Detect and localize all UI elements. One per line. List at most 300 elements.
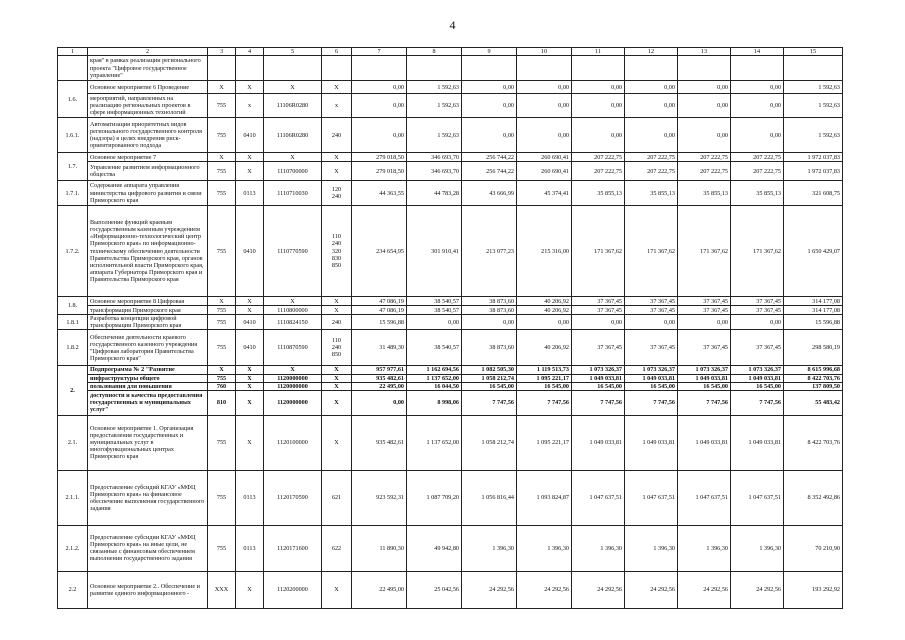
amount-cell: 8 422 703,76 xyxy=(784,374,843,382)
table-row xyxy=(58,153,843,162)
code-cell: 1110870590 xyxy=(264,330,322,366)
item-number: 1.8.1 xyxy=(58,315,88,330)
amount-cell: 1 396,30 xyxy=(572,525,625,571)
amount-cell: 346 693,70 xyxy=(407,162,462,181)
amount-cell: 0,00 xyxy=(731,81,784,94)
item-name: Подпрограмма № 2 "Развитие xyxy=(88,366,208,374)
table-row xyxy=(58,81,843,94)
item-number: 1.6.1. xyxy=(58,118,88,153)
amount-cell: 45 374,41 xyxy=(517,181,572,206)
amount-cell: 1 047 637,51 xyxy=(678,470,731,525)
column-number: 1 xyxy=(58,48,88,56)
code-cell: X xyxy=(264,366,322,374)
amount-cell: 193 292,92 xyxy=(784,571,843,608)
amount-cell: 1 047 637,51 xyxy=(572,470,625,525)
code-cell: X xyxy=(236,374,264,382)
amount-cell: 1 073 326,37 xyxy=(678,366,731,374)
amount-cell: 49 942,80 xyxy=(407,525,462,571)
code-cell: 1120000000 xyxy=(264,382,322,390)
table-row xyxy=(58,470,843,525)
code-cell: 0113 xyxy=(236,181,264,206)
code-cell: X xyxy=(322,366,352,374)
amount-cell: 0,00 xyxy=(731,315,784,330)
column-number: 5 xyxy=(264,48,322,56)
amount-cell: 0,00 xyxy=(572,118,625,153)
amount-cell: 1 119 513,73 xyxy=(517,366,572,374)
amount-cell: 37 367,45 xyxy=(678,330,731,366)
amount-cell: 1 972 037,83 xyxy=(784,162,843,181)
code-cell: 240 xyxy=(322,118,352,153)
code-cell: 1120171600 xyxy=(264,525,322,571)
item-name: Управление развитием информационного общества xyxy=(88,162,208,181)
amount-cell: 24 292,56 xyxy=(462,571,517,608)
amount-cell: 256 744,22 xyxy=(462,162,517,181)
code-cell: X xyxy=(264,81,322,94)
column-number: 2 xyxy=(88,48,208,56)
amount-cell: 37 367,45 xyxy=(625,330,678,366)
code-cell: 0113 xyxy=(236,470,264,525)
code-cell: 11106R0280 xyxy=(264,94,322,118)
amount-cell: 207 222,75 xyxy=(625,153,678,162)
code-cell: X xyxy=(236,81,264,94)
amount-cell: 7 747,56 xyxy=(517,390,572,415)
amount-cell: 24 292,56 xyxy=(625,571,678,608)
amount-cell: 207 222,75 xyxy=(572,153,625,162)
amount-cell: 314 177,08 xyxy=(784,297,843,306)
table-row xyxy=(58,571,843,608)
amount-cell: 8 352 492,86 xyxy=(784,470,843,525)
amount-cell: 171 367,62 xyxy=(625,206,678,297)
amount-cell: 1 056 816,44 xyxy=(462,470,517,525)
code-cell: 0113 xyxy=(236,525,264,571)
code-cell: X xyxy=(208,153,236,162)
code-cell: x xyxy=(322,94,352,118)
code-cell: 755 xyxy=(208,330,236,366)
amount-cell: 38 873,60 xyxy=(462,330,517,366)
item-name: мероприятий, направленных на реализацию региональных проектов в сфере информационных технологий xyxy=(88,94,208,118)
amount-cell: 213 077,23 xyxy=(462,206,517,297)
amount-cell: 38 540,57 xyxy=(407,330,462,366)
amount-cell: 37 367,45 xyxy=(625,306,678,315)
item-number: 2.1.1. xyxy=(58,470,88,525)
amount-cell: 1 162 694,56 xyxy=(407,366,462,374)
amount-cell: 171 367,62 xyxy=(731,206,784,297)
amount-cell: 0,00 xyxy=(352,118,407,153)
amount-cell: 0,00 xyxy=(352,81,407,94)
amount-cell: 16 545,00 xyxy=(625,382,678,390)
amount-cell: 0,00 xyxy=(678,81,731,94)
code-cell: 755 xyxy=(208,118,236,153)
table-row xyxy=(58,330,843,366)
amount-cell: 321 608,75 xyxy=(784,181,843,206)
code-cell: 1110710030 xyxy=(264,181,322,206)
amount-cell: 0,00 xyxy=(572,315,625,330)
code-cell: X xyxy=(264,297,322,306)
code-cell: 110 240 320 830 850 xyxy=(322,206,352,297)
item-number: 1.7.2. xyxy=(58,206,88,297)
amount-cell: 1 049 033,81 xyxy=(572,374,625,382)
code-cell: X xyxy=(236,415,264,470)
amount-cell: 24 292,56 xyxy=(731,571,784,608)
amount-cell: 15 596,88 xyxy=(784,315,843,330)
code-cell: X xyxy=(322,306,352,315)
amount-cell: 1 592,63 xyxy=(407,81,462,94)
column-number: 11 xyxy=(572,48,625,56)
amount-cell: 37 367,45 xyxy=(731,306,784,315)
amount-cell: 40 206,92 xyxy=(517,330,572,366)
amount-cell: 0,00 xyxy=(352,94,407,118)
code-cell xyxy=(236,56,264,81)
amount-cell xyxy=(517,56,572,81)
amount-cell: 215 316,00 xyxy=(517,206,572,297)
amount-cell: 44 783,28 xyxy=(407,181,462,206)
amount-cell: 207 222,75 xyxy=(572,162,625,181)
amount-cell: 1 592,63 xyxy=(407,118,462,153)
amount-cell: 40 206,92 xyxy=(517,306,572,315)
amount-cell: 279 018,50 xyxy=(352,162,407,181)
code-cell: X xyxy=(236,390,264,415)
code-cell: 755 xyxy=(208,94,236,118)
amount-cell: 1 396,30 xyxy=(678,525,731,571)
code-cell: 110 240 850 xyxy=(322,330,352,366)
code-cell: 755 xyxy=(208,181,236,206)
amount-cell: 1 049 033,81 xyxy=(572,415,625,470)
amount-cell: 0,00 xyxy=(625,118,678,153)
amount-cell: 1 073 326,37 xyxy=(572,366,625,374)
code-cell: X xyxy=(322,382,352,390)
amount-cell: 0,00 xyxy=(517,118,572,153)
amount-cell xyxy=(625,56,678,81)
amount-cell: 1 058 212,74 xyxy=(462,374,517,382)
amount-cell: 1 396,30 xyxy=(731,525,784,571)
code-cell: 755 xyxy=(208,206,236,297)
amount-cell: 171 367,62 xyxy=(572,206,625,297)
amount-cell: 256 744,22 xyxy=(462,153,517,162)
item-name: края" в рамках реализации регионального проекта "Цифровое государственное управление" xyxy=(88,56,208,81)
amount-cell: 31 489,30 xyxy=(352,330,407,366)
amount-cell: 7 747,56 xyxy=(462,390,517,415)
amount-cell: 0,00 xyxy=(517,94,572,118)
item-number: 2.1. xyxy=(58,415,88,470)
column-number: 6 xyxy=(322,48,352,56)
item-name: Основное мероприятие 6 Проведение xyxy=(88,81,208,94)
amount-cell: 1 049 033,81 xyxy=(731,374,784,382)
amount-cell xyxy=(678,56,731,81)
item-name: Содержание аппарата управления министерства цифрового развития и связи Приморского края xyxy=(88,181,208,206)
budget-table xyxy=(57,47,843,609)
amount-cell: 0,00 xyxy=(625,94,678,118)
amount-cell: 314 177,08 xyxy=(784,306,843,315)
amount-cell: 234 654,95 xyxy=(352,206,407,297)
amount-cell: 35 855,13 xyxy=(625,181,678,206)
amount-cell: 1 047 637,51 xyxy=(625,470,678,525)
code-cell: X xyxy=(236,297,264,306)
amount-cell xyxy=(352,56,407,81)
amount-cell: 0,00 xyxy=(731,94,784,118)
amount-cell: 1 073 326,37 xyxy=(625,366,678,374)
amount-cell: 0,00 xyxy=(678,118,731,153)
amount-cell: 38 540,57 xyxy=(407,306,462,315)
item-number: 2.1.2. xyxy=(58,525,88,571)
amount-cell: 8 422 703,76 xyxy=(784,415,843,470)
amount-cell: 923 592,31 xyxy=(352,470,407,525)
code-cell: X xyxy=(322,162,352,181)
amount-cell xyxy=(572,56,625,81)
table-row xyxy=(58,206,843,297)
code-cell: X xyxy=(236,366,264,374)
amount-cell: 11 890,30 xyxy=(352,525,407,571)
code-cell: 1120100000 xyxy=(264,415,322,470)
amount-cell: 47 086,19 xyxy=(352,306,407,315)
amount-cell: 38 540,57 xyxy=(407,297,462,306)
item-number: 2.2 xyxy=(58,571,88,608)
amount-cell: 1 049 033,81 xyxy=(625,374,678,382)
amount-cell: 260 690,41 xyxy=(517,162,572,181)
code-cell: 755 xyxy=(208,525,236,571)
code-cell: X xyxy=(322,374,352,382)
amount-cell: 171 367,62 xyxy=(678,206,731,297)
amount-cell: 38 873,60 xyxy=(462,297,517,306)
amount-cell: 0,00 xyxy=(678,315,731,330)
header-row xyxy=(58,48,843,56)
amount-cell: 0,00 xyxy=(625,81,678,94)
amount-cell: 1 095 221,17 xyxy=(517,374,572,382)
amount-cell: 1 972 037,83 xyxy=(784,153,843,162)
code-cell: X xyxy=(322,571,352,608)
amount-cell: 1 592,63 xyxy=(407,94,462,118)
item-name: Основное мероприятие 8 Цифровая xyxy=(88,297,208,306)
code-cell: 240 xyxy=(322,315,352,330)
code-cell: 0410 xyxy=(236,206,264,297)
amount-cell: 957 977,61 xyxy=(352,366,407,374)
amount-cell: 55 483,42 xyxy=(784,390,843,415)
amount-cell: 44 363,55 xyxy=(352,181,407,206)
amount-cell: 37 367,45 xyxy=(572,330,625,366)
amount-cell: 16 545,00 xyxy=(517,382,572,390)
code-cell: X xyxy=(236,162,264,181)
code-cell: X xyxy=(236,571,264,608)
amount-cell: 70 210,90 xyxy=(784,525,843,571)
amount-cell: 15 596,88 xyxy=(352,315,407,330)
code-cell: 755 xyxy=(208,470,236,525)
amount-cell: 16 044,50 xyxy=(407,382,462,390)
amount-cell: 1 592,63 xyxy=(784,94,843,118)
amount-cell: 298 580,19 xyxy=(784,330,843,366)
amount-cell: 43 666,99 xyxy=(462,181,517,206)
table-row xyxy=(58,525,843,571)
amount-cell: 137 809,50 xyxy=(784,382,843,390)
amount-cell: 0,00 xyxy=(352,390,407,415)
amount-cell: 1 049 033,81 xyxy=(678,374,731,382)
code-cell: 810 xyxy=(208,390,236,415)
table-row xyxy=(58,181,843,206)
code-cell: 1110770590 xyxy=(264,206,322,297)
amount-cell: 8 998,06 xyxy=(407,390,462,415)
amount-cell: 37 367,45 xyxy=(678,306,731,315)
column-number: 10 xyxy=(517,48,572,56)
amount-cell: 37 367,45 xyxy=(572,306,625,315)
amount-cell: 16 545,00 xyxy=(678,382,731,390)
code-cell: 11106R0280 xyxy=(264,118,322,153)
amount-cell: 22 495,00 xyxy=(352,382,407,390)
column-number: 14 xyxy=(731,48,784,56)
column-number: 3 xyxy=(208,48,236,56)
amount-cell: 0,00 xyxy=(462,94,517,118)
amount-cell: 1 396,30 xyxy=(517,525,572,571)
item-name: Предоставление субсидий КГАУ «МФЦ Приморского края» на финансовое обеспечение выполнения государственного задания xyxy=(88,470,208,525)
code-cell: 0410 xyxy=(236,315,264,330)
amount-cell: 1 396,30 xyxy=(462,525,517,571)
item-name: Выполнение функций краевым государственным казенным учреждением «Информационно-технологический центр Приморского края» по информационно-техническому обеспечению деятельности Правительства Приморского края, органов исполнительной власти Приморского края, аппарата Губернатора Приморского края и Правительства Приморского края xyxy=(88,206,208,297)
code-cell xyxy=(322,56,352,81)
code-cell: 755 xyxy=(208,162,236,181)
code-cell: 755 xyxy=(208,374,236,382)
amount-cell xyxy=(407,56,462,81)
amount-cell: 1 087 709,20 xyxy=(407,470,462,525)
amount-cell: 0,00 xyxy=(731,118,784,153)
item-number: 1.8.2 xyxy=(58,330,88,366)
table-row xyxy=(58,162,843,181)
code-cell xyxy=(264,56,322,81)
amount-cell: 35 855,13 xyxy=(678,181,731,206)
amount-cell: 16 545,00 xyxy=(462,382,517,390)
code-cell: 621 xyxy=(322,470,352,525)
amount-cell: 935 482,61 xyxy=(352,415,407,470)
amount-cell: 207 222,75 xyxy=(625,162,678,181)
code-cell: X xyxy=(322,81,352,94)
amount-cell: 7 747,56 xyxy=(572,390,625,415)
amount-cell: 1 650 429,07 xyxy=(784,206,843,297)
column-number: 9 xyxy=(462,48,517,56)
table-row xyxy=(58,390,843,415)
amount-cell: 0,00 xyxy=(462,315,517,330)
code-cell: 1110824150 xyxy=(264,315,322,330)
item-number: 2. xyxy=(58,366,88,415)
amount-cell: 207 222,75 xyxy=(731,153,784,162)
code-cell: 755 xyxy=(208,415,236,470)
code-cell: 755 xyxy=(208,315,236,330)
amount-cell: 1 592,63 xyxy=(784,118,843,153)
table-row xyxy=(58,315,843,330)
amount-cell: 0,00 xyxy=(572,94,625,118)
item-name: Основное мероприятие 7 xyxy=(88,153,208,162)
amount-cell: 301 910,41 xyxy=(407,206,462,297)
code-cell: X xyxy=(208,366,236,374)
amount-cell: 0,00 xyxy=(462,118,517,153)
item-name: доступности и качества предоставления государственных и муниципальных услуг" xyxy=(88,390,208,415)
code-cell: 1120000000 xyxy=(264,390,322,415)
amount-cell: 260 690,41 xyxy=(517,153,572,162)
amount-cell: 16 545,00 xyxy=(731,382,784,390)
table-row xyxy=(58,306,843,315)
amount-cell: 37 367,45 xyxy=(731,297,784,306)
amount-cell: 0,00 xyxy=(572,81,625,94)
code-cell: 1110700000 xyxy=(264,162,322,181)
column-number: 4 xyxy=(236,48,264,56)
amount-cell: 1 047 637,51 xyxy=(731,470,784,525)
item-number: 1.7.1. xyxy=(58,181,88,206)
table-row xyxy=(58,118,843,153)
amount-cell: 1 137 652,00 xyxy=(407,374,462,382)
table-row xyxy=(58,366,843,374)
amount-cell: 37 367,45 xyxy=(625,297,678,306)
amount-cell: 1 082 505,30 xyxy=(462,366,517,374)
code-cell: X xyxy=(236,153,264,162)
item-number: 1.7. xyxy=(58,153,88,181)
amount-cell: 37 367,45 xyxy=(572,297,625,306)
amount-cell: 24 292,56 xyxy=(678,571,731,608)
amount-cell: 207 222,75 xyxy=(678,153,731,162)
code-cell: X xyxy=(208,297,236,306)
code-cell: 1120200000 xyxy=(264,571,322,608)
table-row xyxy=(58,94,843,118)
amount-cell: 1 049 033,81 xyxy=(678,415,731,470)
amount-cell: 1 095 221,17 xyxy=(517,415,572,470)
code-cell: 0410 xyxy=(236,118,264,153)
amount-cell: 207 222,75 xyxy=(731,162,784,181)
code-cell: X xyxy=(322,153,352,162)
amount-cell: 0,00 xyxy=(517,81,572,94)
code-cell: 120 240 xyxy=(322,181,352,206)
amount-cell: 7 747,56 xyxy=(625,390,678,415)
code-cell: 755 xyxy=(208,306,236,315)
amount-cell: 8 615 996,68 xyxy=(784,366,843,374)
code-cell: 760 xyxy=(208,382,236,390)
table-row xyxy=(58,382,843,390)
amount-cell: 47 086,19 xyxy=(352,297,407,306)
column-number: 15 xyxy=(784,48,843,56)
amount-cell: 24 292,56 xyxy=(517,571,572,608)
amount-cell: 25 042,56 xyxy=(407,571,462,608)
item-name: трансформация Приморского края xyxy=(88,306,208,315)
amount-cell xyxy=(731,56,784,81)
item-name: Автоматизация приоритетных видов регионального государственного контроля (надзора) в целях внедрения риск-ориентированного подхода xyxy=(88,118,208,153)
item-name: Основное мероприятие 1. Организация предоставления государственных и муниципальных услуг в многофункциональных центрах Приморского края xyxy=(88,415,208,470)
table-row xyxy=(58,374,843,382)
amount-cell: 0,00 xyxy=(625,315,678,330)
item-number xyxy=(58,56,88,81)
code-cell: 1120170590 xyxy=(264,470,322,525)
amount-cell: 0,00 xyxy=(517,315,572,330)
code-cell: x xyxy=(236,94,264,118)
item-number: 1.8. xyxy=(58,297,88,315)
amount-cell: 0,00 xyxy=(678,94,731,118)
code-cell: X xyxy=(208,81,236,94)
code-cell: 1110800000 xyxy=(264,306,322,315)
column-number: 12 xyxy=(625,48,678,56)
amount-cell xyxy=(784,56,843,81)
amount-cell: 0,00 xyxy=(462,81,517,94)
amount-cell: 1 058 212,74 xyxy=(462,415,517,470)
code-cell: X xyxy=(322,390,352,415)
amount-cell: 1 073 326,37 xyxy=(731,366,784,374)
column-number: 7 xyxy=(352,48,407,56)
amount-cell: 1 093 824,87 xyxy=(517,470,572,525)
code-cell: XXX xyxy=(208,571,236,608)
code-cell xyxy=(208,56,236,81)
amount-cell: 935 482,61 xyxy=(352,374,407,382)
amount-cell: 1 049 033,81 xyxy=(731,415,784,470)
amount-cell: 7 747,56 xyxy=(678,390,731,415)
amount-cell: 40 206,92 xyxy=(517,297,572,306)
code-cell: X xyxy=(236,382,264,390)
item-number: 1.6. xyxy=(58,81,88,118)
amount-cell: 22 495,00 xyxy=(352,571,407,608)
amount-cell xyxy=(462,56,517,81)
amount-cell: 24 292,56 xyxy=(572,571,625,608)
column-number: 8 xyxy=(407,48,462,56)
amount-cell: 279 018,50 xyxy=(352,153,407,162)
